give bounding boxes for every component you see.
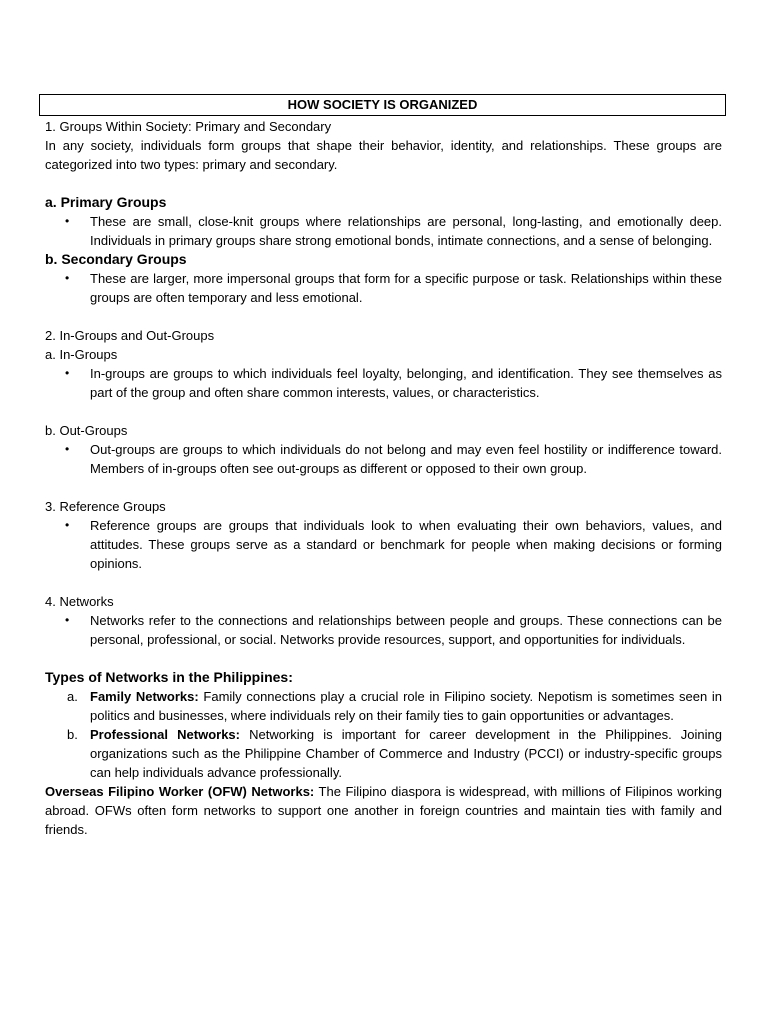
bullet-icon: • — [65, 613, 70, 627]
in-groups-heading: a. In-Groups — [45, 347, 118, 362]
bullet-icon: • — [65, 518, 70, 532]
networks-list — [45, 611, 722, 649]
out-groups-list — [45, 440, 722, 478]
secondary-groups-list — [45, 269, 722, 307]
in-groups-list — [45, 364, 722, 402]
out-groups-heading: b. Out-Groups — [45, 423, 128, 438]
reference-groups-list — [45, 516, 722, 573]
list-item: • These are small, close-knit groups where relationships are personal, long-lasting, and emotionally deep. Individuals in primary groups share strong emotional bonds, intimate connections, and a sense of belonging. — [65, 214, 722, 248]
ofw-networks-paragraph: Overseas Filipino Worker (OFW) Networks: The Filipino diaspora is widespread, with millions of Filipinos working abroad. OFWs often form networks to support one another in foreign countries and maintain ties with family and friends. — [45, 784, 722, 837]
bullet-icon: • — [65, 366, 70, 380]
list-item: • These are larger, more impersonal groups that form for a specific purpose or task. Relationships within these groups are often temporary and less emotional. — [65, 271, 722, 305]
types-of-networks-heading: Types of Networks in the Philippines: — [45, 669, 293, 685]
ofw-networks-label: Overseas Filipino Worker (OFW) Networks: — [45, 784, 315, 799]
list-item: • Networks refer to the connections and relationships between people and groups. These connections can be personal, professional, or social. Networks provide resources, support, and opportunities for individuals. — [65, 613, 722, 647]
primary-groups-list — [45, 212, 722, 250]
section-3-heading: 3. Reference Groups — [45, 499, 166, 514]
list-item: b. Professional Networks: Networking is important for career development in the Philippines. Joining organizations such as the Philippine Chamber of Commerce and Industry (PCCI) or industry-specific groups can help individuals advance professionally. — [67, 727, 722, 780]
bullet-icon: • — [65, 214, 70, 228]
secondary-groups-heading: b. Secondary Groups — [45, 251, 187, 267]
bullet-icon: • — [65, 442, 70, 456]
section-4-heading: 4. Networks — [45, 594, 114, 609]
list-item: a. Family Networks: Family connections play a crucial role in Filipino society. Nepotism is sometimes seen in politics and businesses, where individuals rely on their family ties to gain opportunities or advantages. — [67, 689, 722, 723]
bullet-icon: • — [65, 271, 70, 285]
section-2-heading: 2. In-Groups and Out-Groups — [45, 328, 215, 343]
family-networks-label: Family Networks: — [90, 689, 199, 704]
section-1-heading: 1. Groups Within Society: Primary and Secondary — [45, 119, 332, 134]
types-of-networks-list — [45, 687, 722, 782]
section-1-intro: In any society, individuals form groups that shape their behavior, identity, and relationships. These groups are categorized into two types: primary and secondary. — [45, 138, 722, 172]
professional-networks-label: Professional Networks: — [90, 727, 240, 742]
list-item: • Reference groups are groups that individuals look to when evaluating their own behaviors, values, and attitudes. These groups serve as a standard or benchmark for people when making decisions or forming opinions. — [65, 518, 722, 571]
list-item: • Out-groups are groups to which individuals do not belong and may even feel hostility or indifference toward. Members of in-groups often see out-groups as different or opposed to their own group. — [65, 442, 722, 476]
list-item: • In-groups are groups to which individuals feel loyalty, belonging, and identification. They see themselves as part of the group and often share common interests, values, or characteristics. — [65, 366, 722, 400]
primary-groups-heading: a. Primary Groups — [45, 194, 167, 210]
document-body — [45, 94, 722, 839]
page-title: HOW SOCIETY IS ORGANIZED — [39, 94, 726, 116]
